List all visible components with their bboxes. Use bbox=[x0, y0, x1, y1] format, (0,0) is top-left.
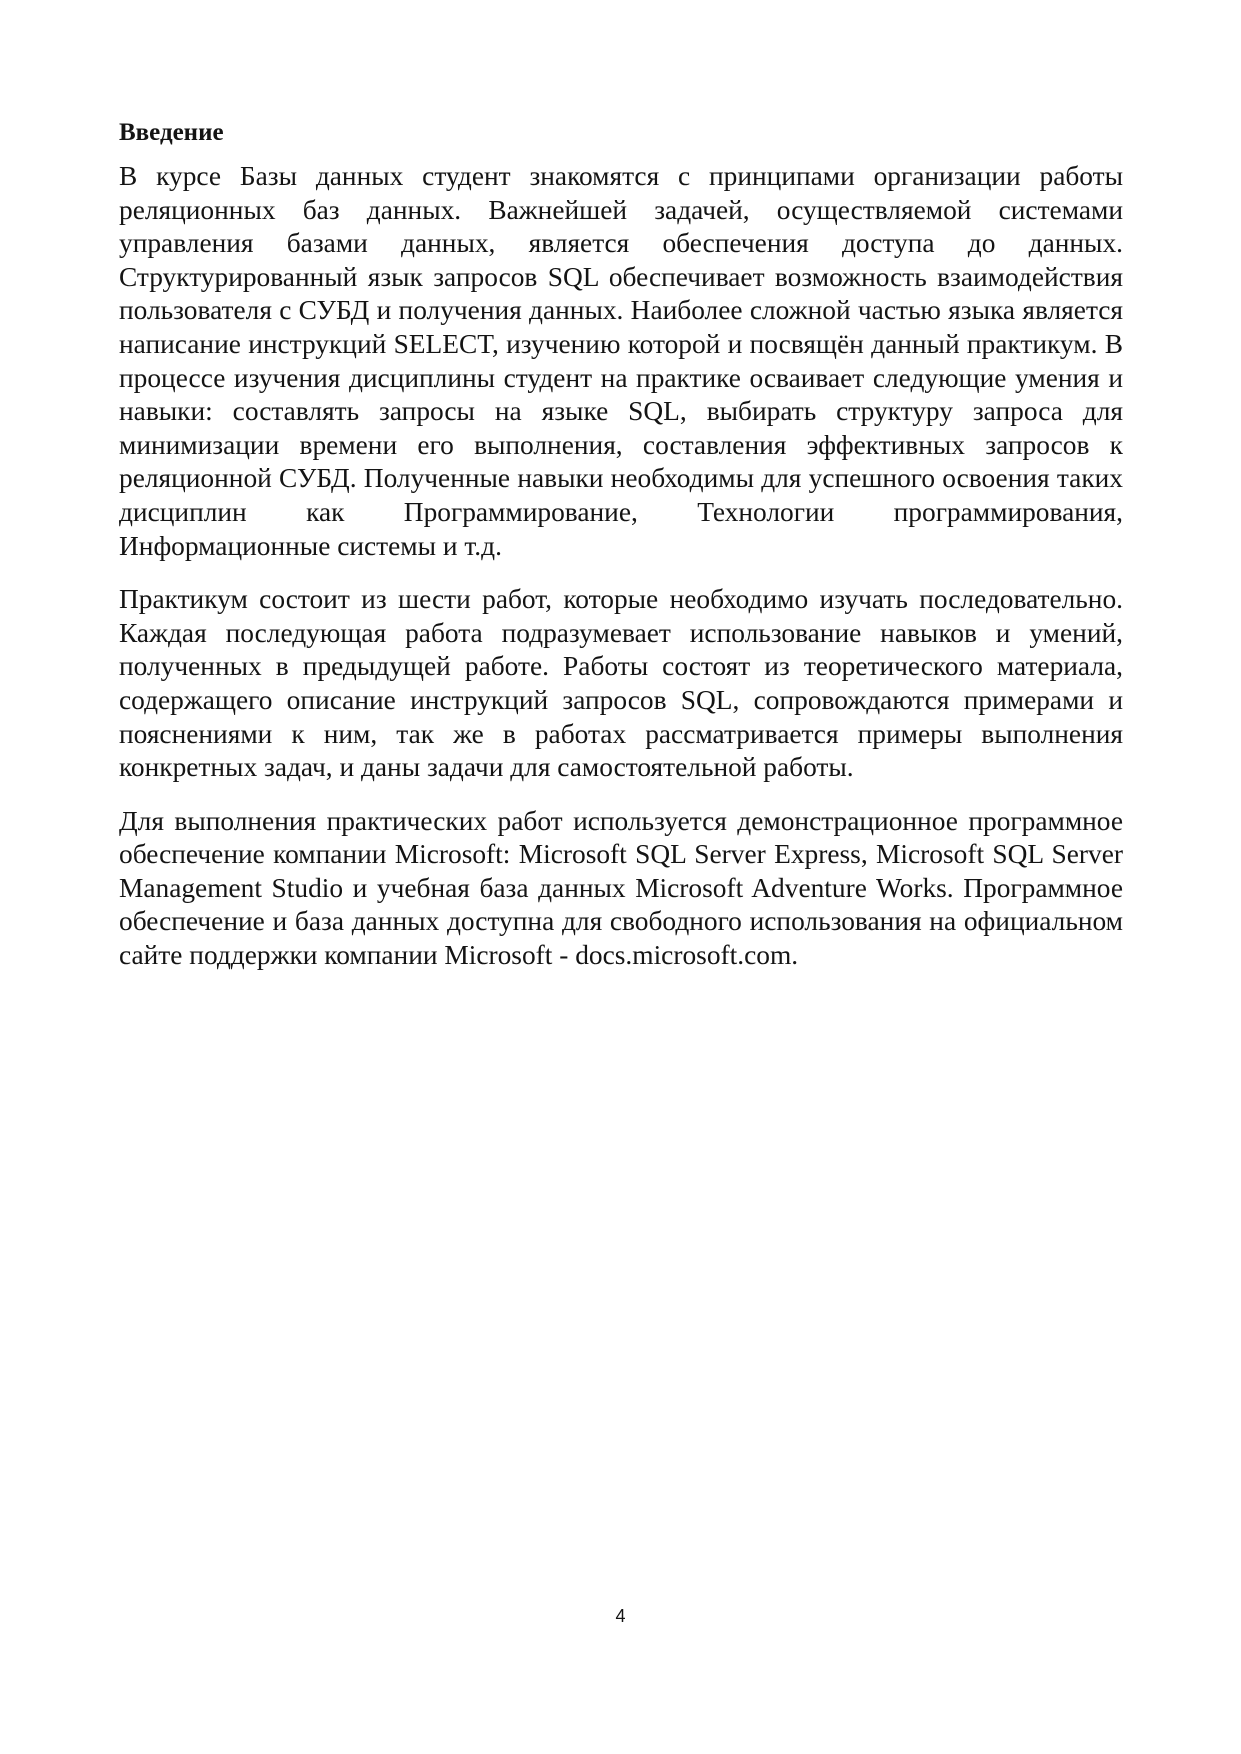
paragraph-structure: Практикум состоит из шести работ, которые необходимо изучать последовательно. Каждая последующая работа подразумевает использование навыков и умений, полученных в предыдущей работе. Работы состоят из теоретического материала, содержащего описание инструкций запросов SQL, сопровождаются примерами и пояснениями к ним, так же в работах рассматривается примеры выполнения конкретных задач, и даны задачи для самостоятельной работы. bbox=[119, 584, 1123, 783]
page-content bbox=[119, 116, 1123, 993]
paragraph-software: Для выполнения практических работ используется демонстрационное программное обеспечение компании Microsoft: Microsoft SQL Server Express, Microsoft SQL Server Management Studio и учебная база данных Microsoft Adventure Works. Программное обеспечение и база данных доступна для свободного использования на официальном сайте поддержки компании Microsoft - docs.microsoft.com. bbox=[119, 805, 1123, 971]
page-number: 4 bbox=[615, 1606, 626, 1626]
paragraph-intro: В курсе Базы данных студент знакомятся с принципами организации работы реляционных баз данных. Важнейшей задачей, осуществляемой системами управления базами данных, является обеспечения доступа до данных. Структурированный язык запросов SQL обеспечивает возможность взаимодействия пользователя с СУБД и получения данных. Наиболее сложной частью языка является написание инструкций SELECT, изучению которой и посвящён данный практикум. В процессе изучения дисциплины студент на практике осваивает следующие умения и навыки: составлять запросы на языке SQL, выбирать структуру запроса для минимизации времени его выполнения, составления эффективных запросов к реляционной СУБД. Полученные навыки необходимы для успешного освоения таких дисциплин как Программирование, Технологии программирования, Информационные системы и т.д. bbox=[119, 161, 1123, 561]
section-heading: Введение bbox=[119, 119, 224, 146]
